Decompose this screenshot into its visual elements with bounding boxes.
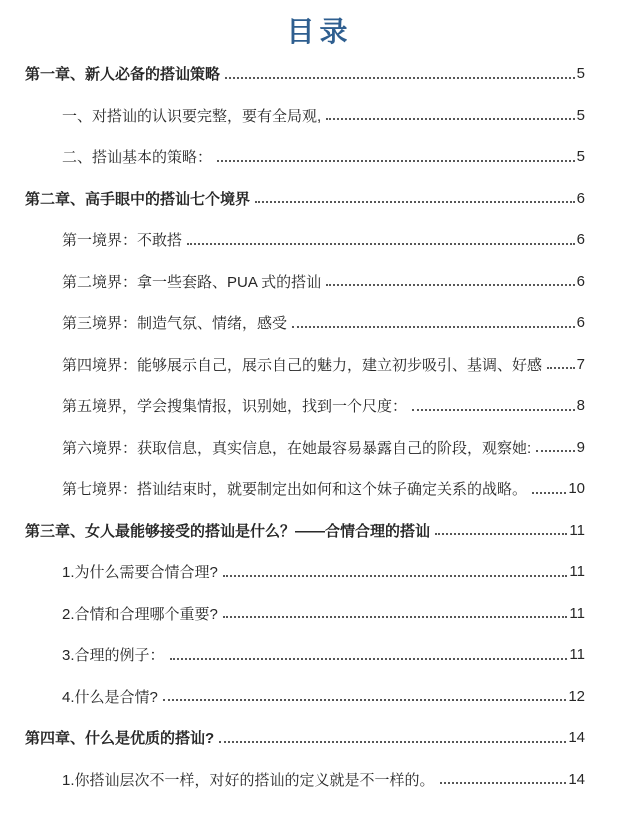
toc-entry-text: 第七境界：搭讪结束时，就要制定出如何和这个妹子确定关系的战略。 (62, 481, 528, 499)
dot-leader (185, 219, 575, 261)
toc-entry-text: 第三境界：制造气氛、情绪，感受 (62, 315, 288, 333)
dot-leader (168, 634, 568, 676)
toc-entry-text: 第二章、高手眼中的搭讪七个境界 (25, 190, 251, 208)
toc-entry-text: 第二境界：拿一些套路、PUA 式的搭讪 (62, 273, 322, 291)
toc-entry-text: 1.你搭讪层次不一样，对好的搭讪的定义就是不一样的。 (62, 771, 435, 789)
toc-entry-text: 第四章、什么是优质的搭讪? (25, 730, 215, 748)
dot-leader (161, 675, 566, 717)
toc-page-number: 11 (569, 604, 585, 622)
table-of-contents (0, 51, 639, 800)
dot-leader (545, 343, 575, 385)
toc-entry[interactable] (25, 592, 585, 634)
dot-leader (438, 758, 567, 800)
dot-leader (324, 260, 574, 302)
toc-entry-text: 一、对搭讪的认识要完整，要有全局观, (62, 107, 322, 125)
toc-entry[interactable] (25, 219, 585, 261)
toc-entry-chapter-2[interactable] (25, 177, 585, 219)
toc-entry[interactable] (25, 551, 585, 593)
toc-entry[interactable] (25, 94, 585, 136)
dot-leader (530, 468, 566, 510)
dot-leader (324, 94, 574, 136)
toc-page-number: 14 (568, 729, 585, 747)
toc-entry-text: 4.什么是合情? (62, 688, 158, 706)
dot-leader (534, 426, 574, 468)
toc-entry-chapter-4[interactable] (25, 717, 585, 759)
toc-entry[interactable] (25, 758, 585, 800)
toc-page-number: 6 (576, 189, 585, 207)
dot-leader (290, 302, 575, 344)
toc-entry-chapter-3[interactable] (25, 509, 585, 551)
toc-entry-text: 2.合情和合理哪个重要? (62, 605, 218, 623)
dot-leader (221, 592, 568, 634)
toc-entry[interactable] (25, 260, 585, 302)
toc-page-number: 11 (569, 563, 585, 581)
page-title: 目录 (286, 16, 353, 47)
toc-page-number: 5 (576, 106, 585, 124)
toc-entry[interactable] (25, 343, 585, 385)
toc-entry-text: 3.合理的例子： (62, 647, 165, 665)
toc-page-number: 10 (568, 480, 585, 498)
toc-entry[interactable] (25, 385, 585, 427)
toc-entry[interactable] (25, 136, 585, 178)
toc-page-number: 8 (576, 397, 585, 415)
toc-entry-text: 1.为什么需要合情合理? (62, 564, 218, 582)
toc-entry-text: 二、搭讪基本的策略： (62, 149, 213, 167)
dot-leader (253, 177, 575, 219)
toc-page-number: 11 (569, 521, 585, 539)
toc-page-number: 6 (576, 314, 585, 332)
dot-leader (410, 385, 575, 427)
toc-page-number: 5 (576, 65, 585, 83)
toc-entry-text: 第五境界，学会搜集情报，识别她，找到一个尺度： (62, 398, 408, 416)
dot-leader (221, 551, 568, 593)
toc-entry-text: 第六境界：获取信息，真实信息，在她最容易暴露自己的阶段，观察她: (62, 439, 532, 457)
toc-entry[interactable] (25, 302, 585, 344)
toc-entry[interactable] (25, 426, 585, 468)
toc-entry-text: 第三章、女人最能够接受的搭讪是什么？——合情合理的搭讪 (25, 522, 431, 540)
toc-entry-text: 第一境界：不敢搭 (62, 232, 183, 250)
dot-leader (215, 136, 575, 178)
toc-entry-text: 第一章、新人必备的搭讪策略 (25, 66, 221, 84)
toc-entry-chapter-1[interactable] (25, 53, 585, 95)
toc-entry[interactable] (25, 634, 585, 676)
toc-entry[interactable] (25, 675, 585, 717)
toc-page-number: 9 (576, 438, 585, 456)
toc-page-number: 12 (568, 687, 585, 705)
toc-page-number: 5 (576, 148, 585, 166)
toc-page-number: 6 (576, 231, 585, 249)
toc-entry[interactable] (25, 468, 585, 510)
dot-leader (217, 717, 566, 759)
dot-leader (223, 53, 575, 95)
toc-page-number: 11 (569, 646, 585, 664)
toc-page-number: 6 (576, 272, 585, 290)
toc-page-number: 7 (576, 355, 585, 373)
toc-entry-text: 第四境界：能够展示自己，展示自己的魅力，建立初步吸引、基调、好感 (62, 356, 543, 374)
dot-leader (433, 509, 567, 551)
toc-page-number: 14 (568, 770, 585, 788)
